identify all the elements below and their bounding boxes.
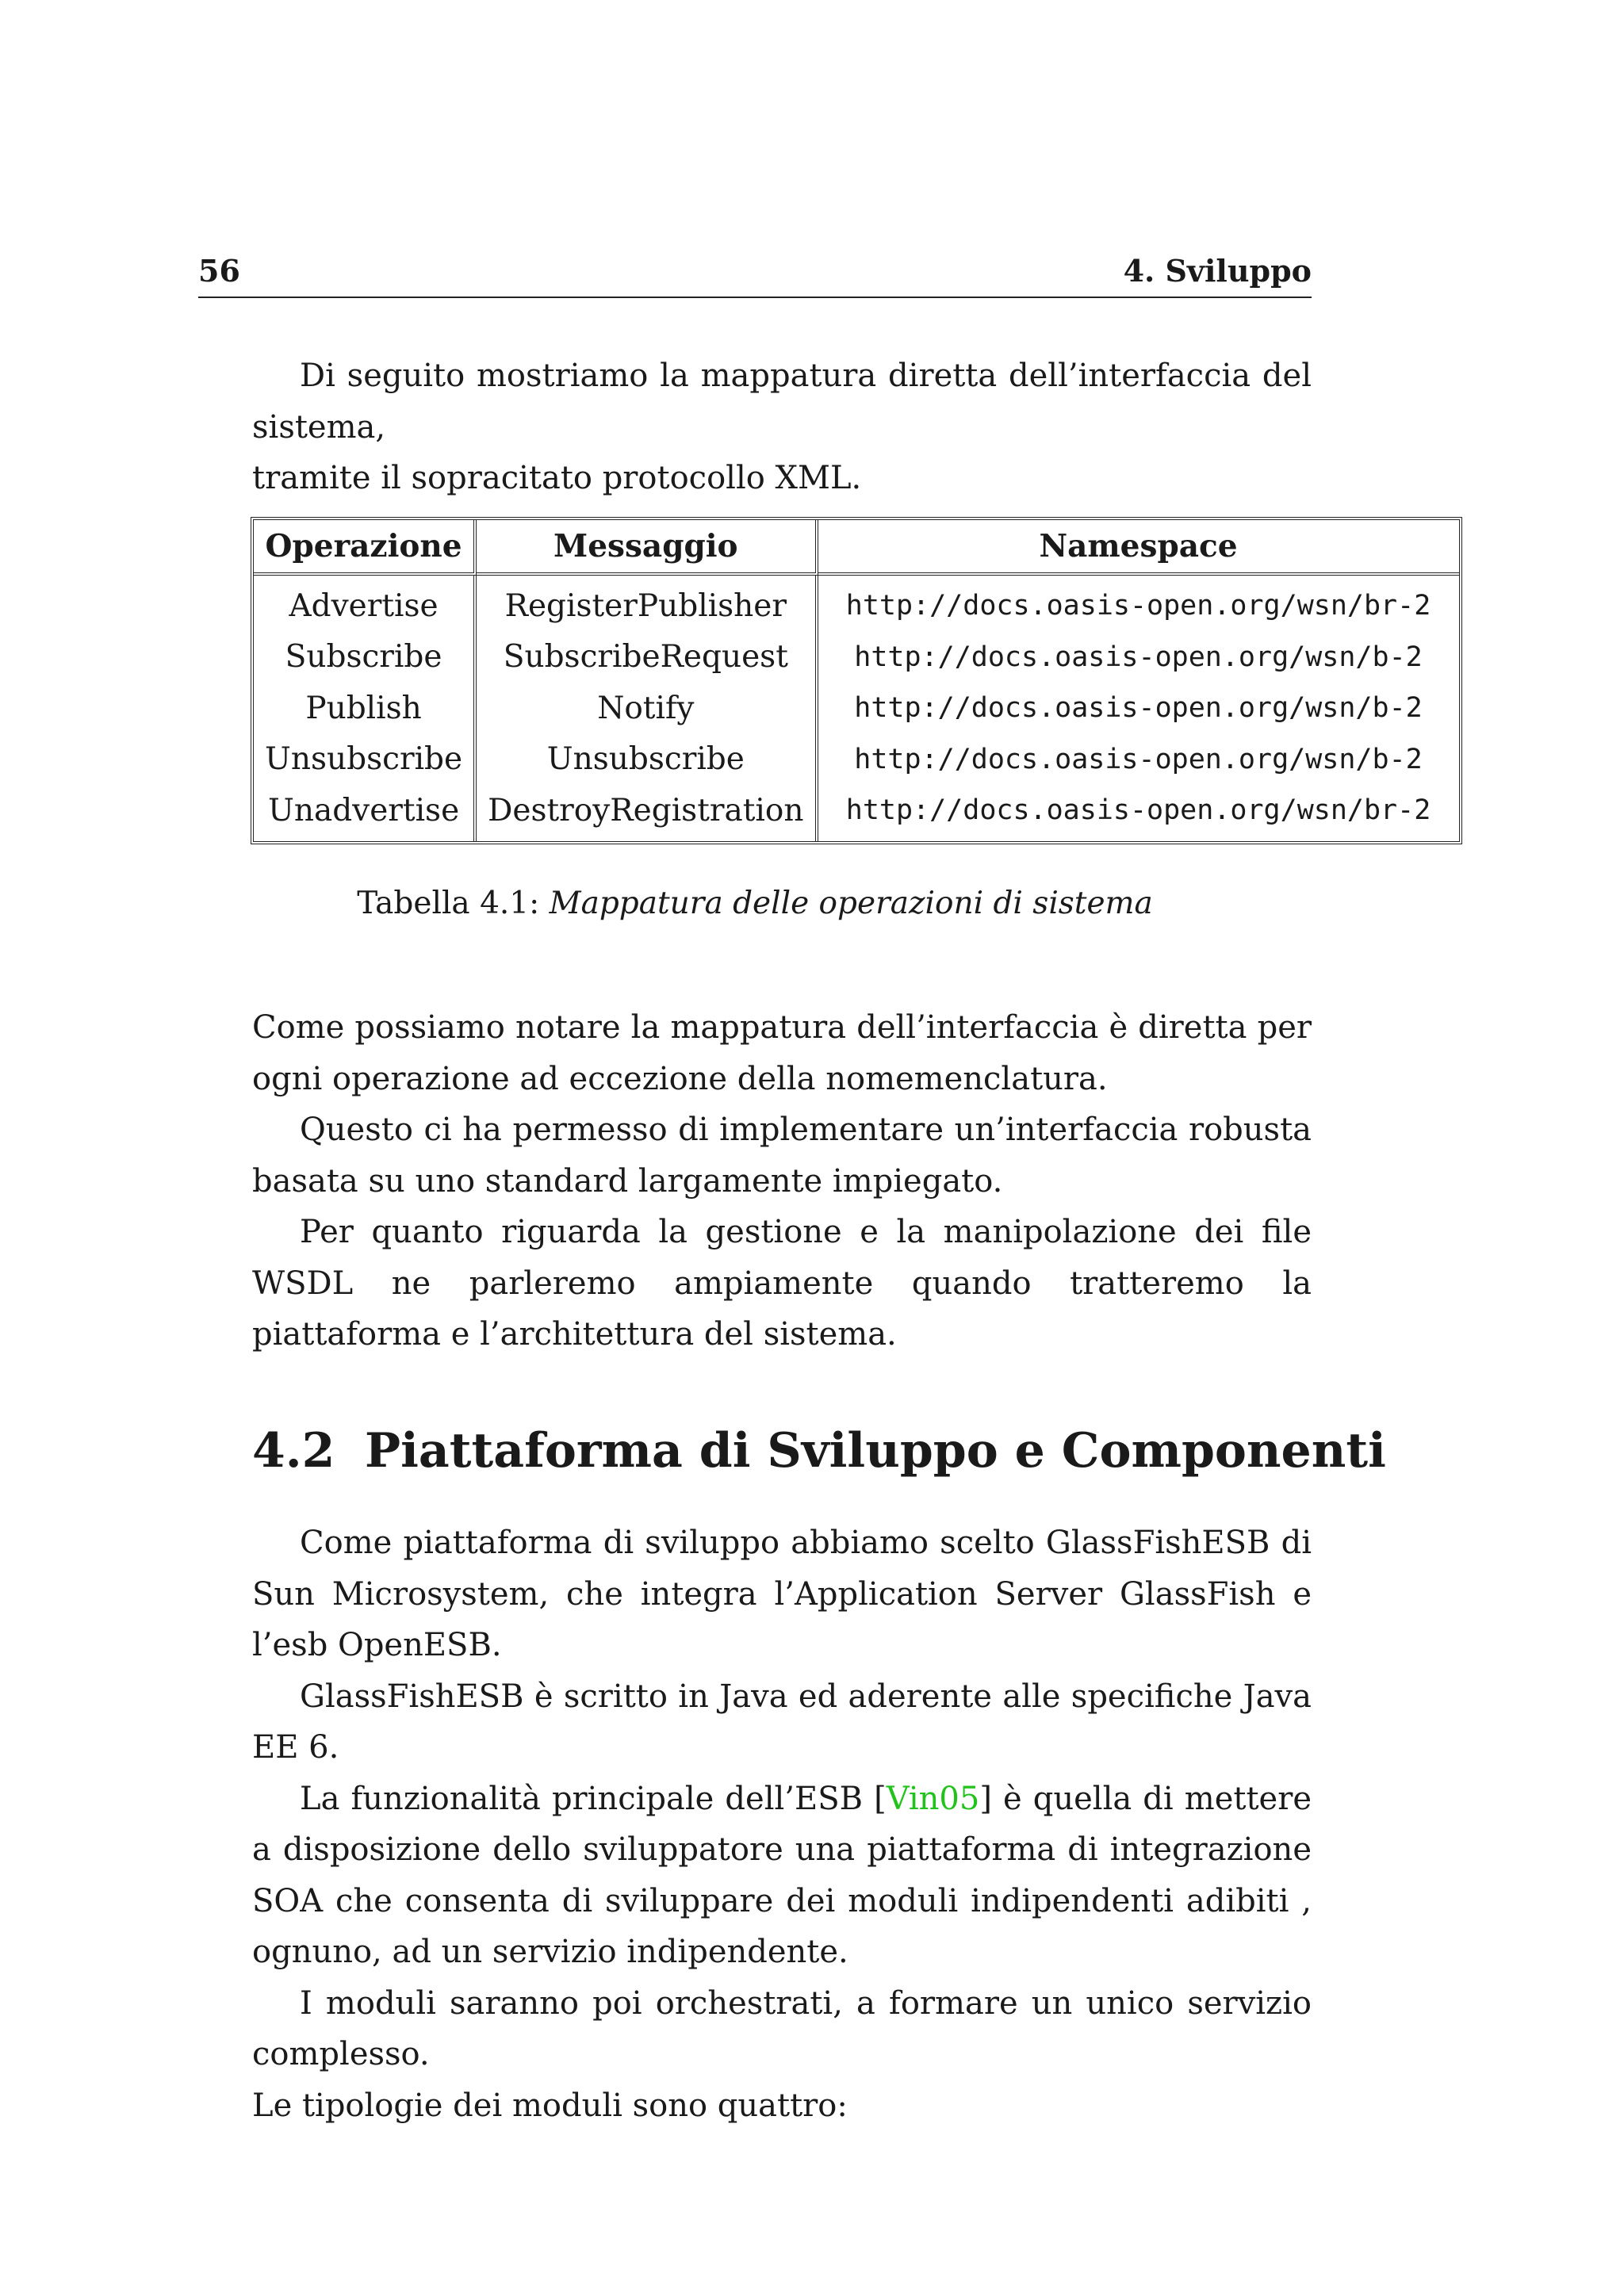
section-number: 4.2 xyxy=(252,1423,335,1479)
header-operazione: Operazione xyxy=(254,520,477,576)
paragraph-esb xyxy=(252,1774,1312,1978)
cell-message: Notify xyxy=(477,683,818,734)
cell-namespace: http://docs.oasis-open.org/wsn/br-2 xyxy=(845,794,1431,827)
cell-message: Unsubscribe xyxy=(477,734,818,786)
citation-link[interactable]: Vin05 xyxy=(886,1780,980,1817)
paragraph-platform: Come piattaforma di sviluppo abbiamo scelto GlassFishESB di Sun Microsystem, che integra l’Application Server GlassFish e l’esb OpenESB. xyxy=(252,1525,1312,1663)
intro-line-1: Di seguito mostriamo la mappatura diretta dell’interfaccia del sistema, xyxy=(252,358,1312,446)
table-row xyxy=(254,632,1459,683)
cell-namespace: http://docs.oasis-open.org/wsn/b-2 xyxy=(854,692,1423,725)
cell-message: SubscribeRequest xyxy=(477,632,818,683)
cell-namespace: http://docs.oasis-open.org/wsn/b-2 xyxy=(854,641,1423,673)
table-row xyxy=(254,576,1459,632)
cell-operation: Unadvertise xyxy=(254,785,477,841)
mapping-table xyxy=(251,517,1462,844)
intro-line-2: tramite il sopracitato protocollo XML. xyxy=(252,460,862,496)
caption-label: Tabella 4.1: xyxy=(357,886,540,921)
cell-operation: Advertise xyxy=(254,576,477,632)
header-rule xyxy=(198,297,1312,298)
cell-message: RegisterPublisher xyxy=(477,576,818,632)
paragraph-interface: Questo ci ha permesso di implementare un’interfaccia robusta basata su uno standard largamente impiegato. xyxy=(252,1112,1312,1200)
table-row xyxy=(254,785,1459,841)
body-section-1 xyxy=(252,1002,1312,1360)
paragraph-mapping: Come possiamo notare la mappatura dell’interfaccia è diretta per ogni operazione ad eccezione della nomemenclatura. xyxy=(252,1009,1312,1097)
cell-namespace: http://docs.oasis-open.org/wsn/b-2 xyxy=(854,743,1423,775)
page-number: 56 xyxy=(198,253,240,289)
paragraph-modules: I moduli saranno poi orchestrati, a formare un unico servizio complesso. xyxy=(252,1984,1312,2072)
cell-operation: Publish xyxy=(254,683,477,734)
table-header-row xyxy=(254,520,1459,576)
section-heading xyxy=(252,1419,1386,1483)
cell-operation: Subscribe xyxy=(254,632,477,683)
table-row xyxy=(254,734,1459,786)
table-row xyxy=(254,683,1459,734)
header-messaggio: Messaggio xyxy=(477,520,818,576)
esb-text-after: ] è quella di mettere a disposizione dello sviluppatore una piattaforma di integrazione SOA che consenta di sviluppare dei moduli indipendenti adibiti , ognuno, ad un servizio indipendente. xyxy=(252,1780,1312,1970)
esb-text-before: La funzionalità principale dell’ESB [ xyxy=(300,1780,887,1817)
chapter-title: 4. Sviluppo xyxy=(1123,253,1312,289)
cell-message: DestroyRegistration xyxy=(477,785,818,841)
paragraph-module-types: Le tipologie dei moduli sono quattro: xyxy=(252,2087,848,2124)
cell-namespace: http://docs.oasis-open.org/wsn/br-2 xyxy=(845,590,1431,622)
paragraph-wsdl: Per quanto riguarda la gestione e la manipolazione dei file WSDL ne parleremo ampiamente quando tratteremo la piattaforma e l’architettura del sistema. xyxy=(252,1214,1312,1353)
intro-paragraph xyxy=(252,350,1312,504)
header-namespace: Namespace xyxy=(818,520,1459,576)
cell-operation: Unsubscribe xyxy=(254,734,477,786)
section-title: Piattaforma di Sviluppo e Componenti xyxy=(365,1423,1386,1479)
caption-title: Mappatura delle operazioni di sistema xyxy=(549,886,1153,921)
paragraph-java: GlassFishESB è scritto in Java ed aderente alle specifiche Java EE 6. xyxy=(252,1678,1312,1766)
body-section-2 xyxy=(252,1517,1312,2131)
running-header xyxy=(198,252,1312,290)
table-caption xyxy=(198,882,1312,926)
